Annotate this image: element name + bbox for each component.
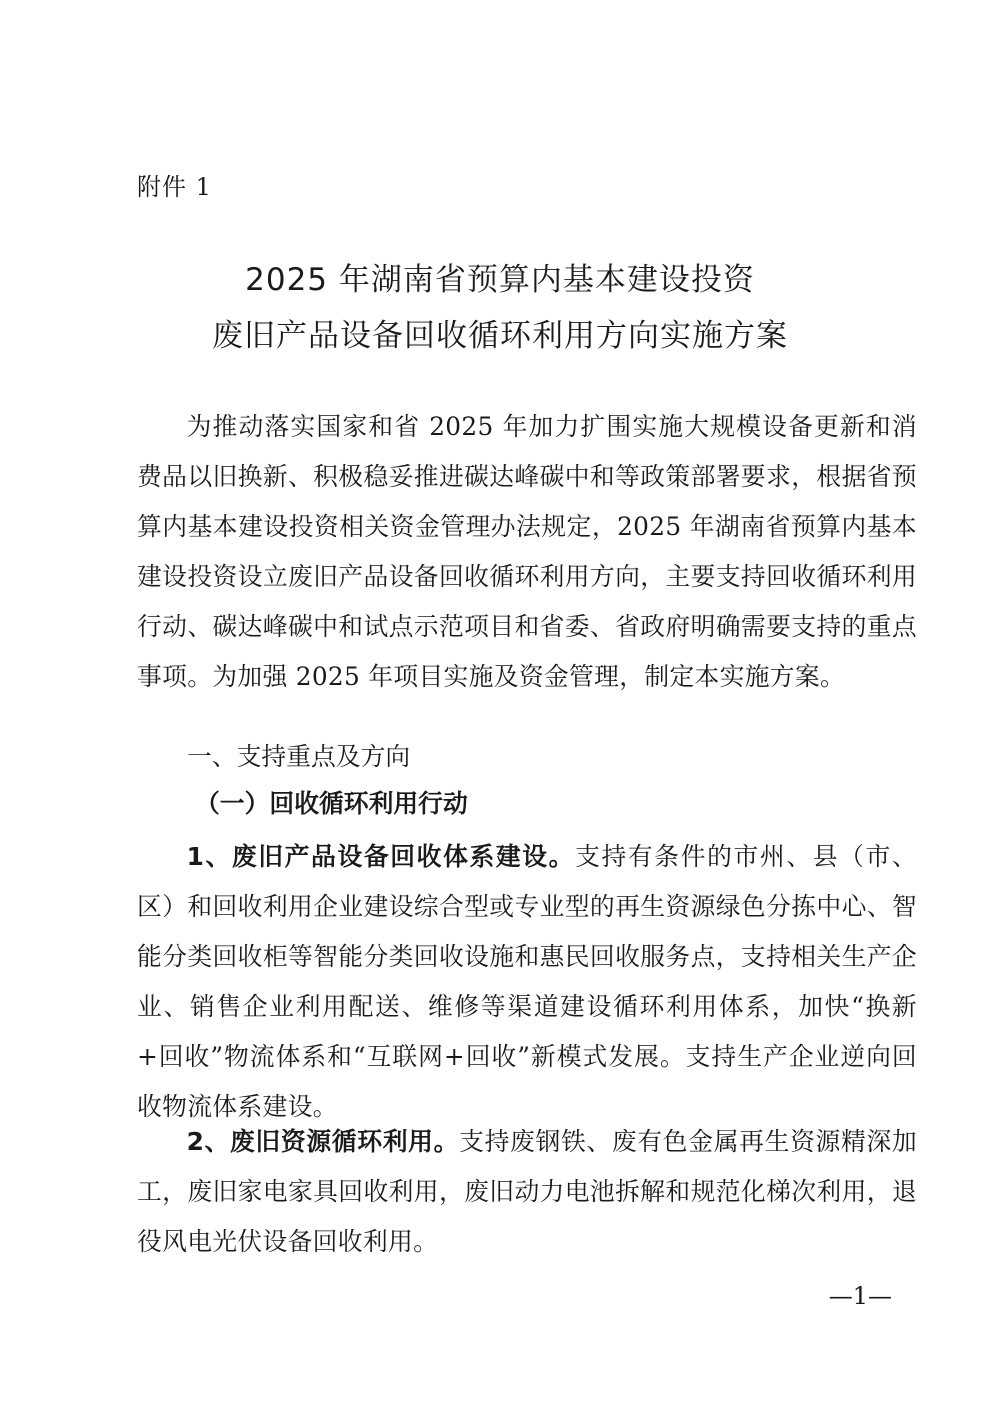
list-item: [137, 1117, 917, 1267]
attachment-label: 附件 1: [137, 173, 212, 201]
item-text: 支持有条件的市州、县（市、区）和回收利用企业建设综合型或专业型的再生资源绿色分拣中心、智能分类回收柜等智能分类回收设施和惠民回收服务点，支持相关生产企业、销售企业利用配送、维修等渠道建设循环利用体系，加快“换新+回收”物流体系和“互联网+回收”新模式发展。支持生产企业逆向回收物流体系建设。: [137, 842, 917, 1121]
subsection-heading: （一）回收循环利用行动: [195, 789, 468, 818]
document-title-line-1: 2025 年湖南省预算内基本建设投资: [245, 262, 755, 298]
list-item: [137, 832, 917, 1132]
item-lead: 2、废旧资源循环利用。: [186, 1127, 460, 1156]
item-text: 支持废钢铁、废有色金属再生资源精深加工，废旧家电家具回收利用，废旧动力电池拆解和规范化梯次利用，退役风电光伏设备回收利用。: [137, 1127, 918, 1256]
intro-paragraph: 为推动落实国家和省 2025 年加力扩围实施大规模设备更新和消费品以旧换新、积极稳妥推进碳达峰碳中和等政策部署要求，根据省预算内基本建设投资相关资金管理办法规定，2025 年湖南省预算内基本建设投资设立废旧产品设备回收循环利用方向，主要支持回收循环利用行动、碳达峰碳中和试点示范项目和省委、省政府明确需要支持的重点事项。为加强 2025 年项目实施及资金管理，制定本实施方案。: [137, 412, 917, 691]
section-heading: 一、支持重点及方向: [187, 742, 411, 771]
document-title-line-2: 废旧产品设备回收循环利用方向实施方案: [212, 318, 788, 354]
item-lead: 1、废旧产品设备回收体系建设。: [186, 842, 576, 871]
page-number: —1—: [828, 1282, 892, 1310]
